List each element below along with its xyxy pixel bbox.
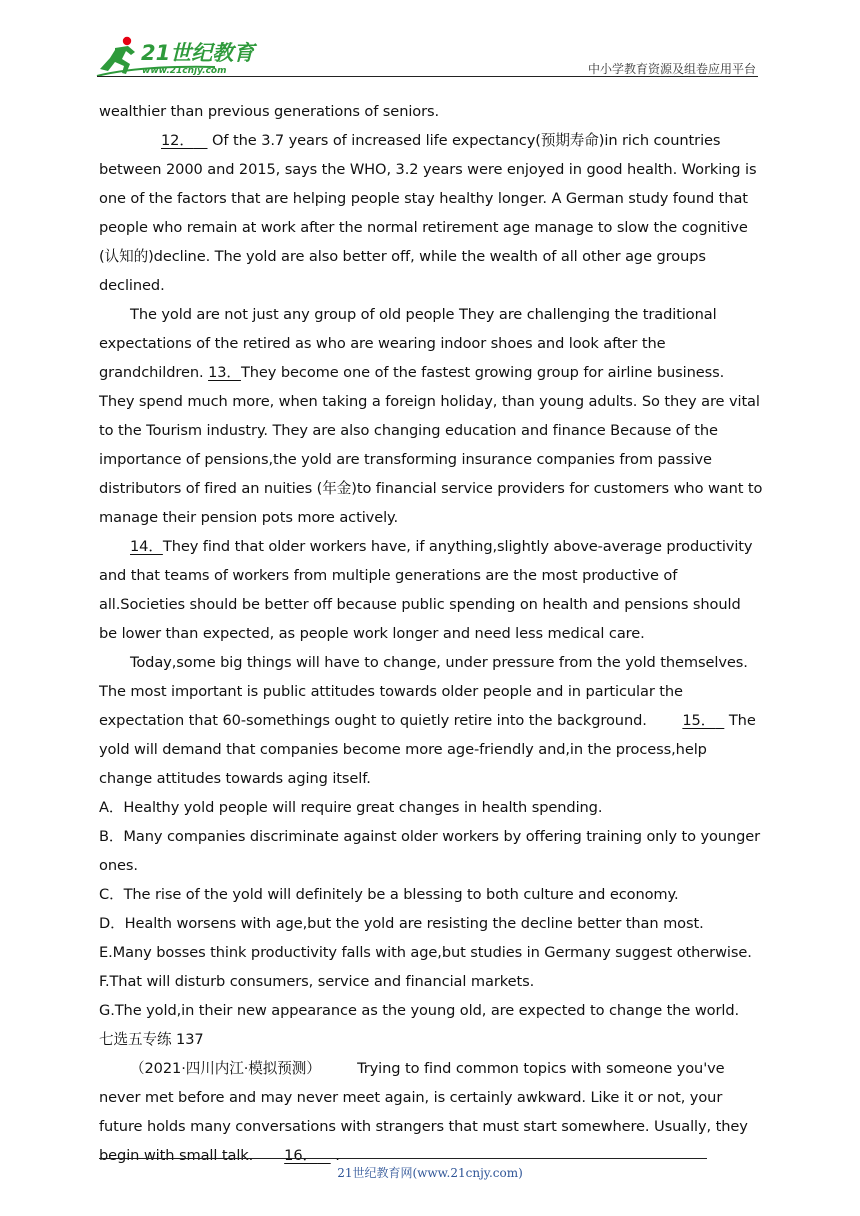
paragraph-13-text-a: The yold are not just any group of old people They are challenging the traditional expectations of the retired as who are wearing indoor shoes and look after the grandchildren.: [99, 306, 717, 381]
blank-13: 13．: [208, 364, 241, 381]
paragraph-15: [99, 648, 763, 793]
page-header: [0, 0, 860, 80]
paragraph-16-end: .: [330, 1147, 340, 1164]
header-divider: [97, 76, 758, 77]
svg-text:www.21cnjy.com: www.21cnjy.com: [142, 66, 227, 76]
paragraph-16-text: Trying to find common topics with someone you've never met before and may never meet again, is certainly awkward. Like it or not, your future holds many conversations with strangers that must start somewhere. Usually, they begin with small talk.: [99, 1060, 748, 1164]
blank-16: 16．: [284, 1147, 318, 1164]
page-footer: 21世纪教育网(www.21cnjy.com): [337, 1166, 523, 1180]
section-title: 七选五专练 137: [99, 1031, 204, 1048]
paragraph-12: [99, 126, 763, 300]
paragraph-continuation: wealthier than previous generations of seniors.: [99, 103, 440, 120]
option-e: E.Many bosses think productivity falls with age,but studies in Germany suggest otherwise.: [99, 944, 752, 961]
paragraph-16: [99, 1054, 763, 1170]
platform-name: 中小学教育资源及组卷应用平台: [587, 62, 756, 76]
blank-12: 12．: [161, 132, 194, 149]
option-g: G.The yold,in their new appearance as the young old, are expected to change the world.: [99, 1002, 740, 1019]
runner-logo-icon: [95, 36, 260, 78]
option-a: A．Healthy yold people will require great changes in health spending.: [99, 799, 603, 816]
paragraph-15-text-b: The yold will demand that companies become more age-friendly and,in the process,help change attitudes towards aging itself.: [99, 712, 756, 787]
option-f: F.That will disturb consumers, service and financial markets.: [99, 973, 535, 990]
svg-text:21世纪教育: 21世纪教育: [141, 41, 255, 65]
paragraph-14-text: They find that older workers have, if anything,slightly above-average productivity and that teams of workers from multiple generations are the most productive of all.Societies should be better off because public spending on health and pensions should be lower than expected, as people work longer and need less medical care.: [99, 538, 753, 642]
footer-divider: [99, 1158, 707, 1159]
document-body: [99, 97, 763, 1170]
paragraph-13-text-b: They become one of the fastest growing group for airline business. They spend much more, when taking a foreign holiday, than young adults. So they are vital to the Tourism industry. They are also changing education and finance Because of the importance of pensions,the yold are transforming insurance companies from passive distributors of fired an nuities (年金)to financial service providers for customers who want to manage their pension pots more actively.: [99, 364, 763, 526]
option-b: B．Many companies discriminate against older workers by offering training only to younger ones.: [99, 828, 761, 874]
site-logo: [95, 36, 260, 78]
blank-15: 15．: [682, 712, 716, 729]
paragraph-15-text-a: Today,some big things will have to change, under pressure from the yold themselves. The most important is public attitudes towards older people and in particular the expectation that 60-somethings ought to quietly retire into the background.: [99, 654, 748, 729]
paragraph-14: [99, 532, 763, 648]
paragraph-13: [99, 300, 763, 532]
source-note: （2021·四川内江·模拟预测）: [130, 1060, 321, 1077]
paragraph-12-text: Of the 3.7 years of increased life expectancy(预期寿命)in rich countries between 2000 and 2015, says the WHO, 3.2 years were enjoyed in good health. Working is one of the factors that are helping people stay healthy longer. A German study found that people who remain at work after the normal retirement age manage to slow the cognitive (认知的)decline. The yold are also better off, while the wealth of all other age groups declined.: [99, 132, 757, 294]
option-c: C．The rise of the yold will definitely be a blessing to both culture and economy.: [99, 886, 679, 903]
option-d: D．Health worsens with age,but the yold are resisting the decline better than most.: [99, 915, 704, 932]
blank-14: 14．: [130, 538, 163, 555]
